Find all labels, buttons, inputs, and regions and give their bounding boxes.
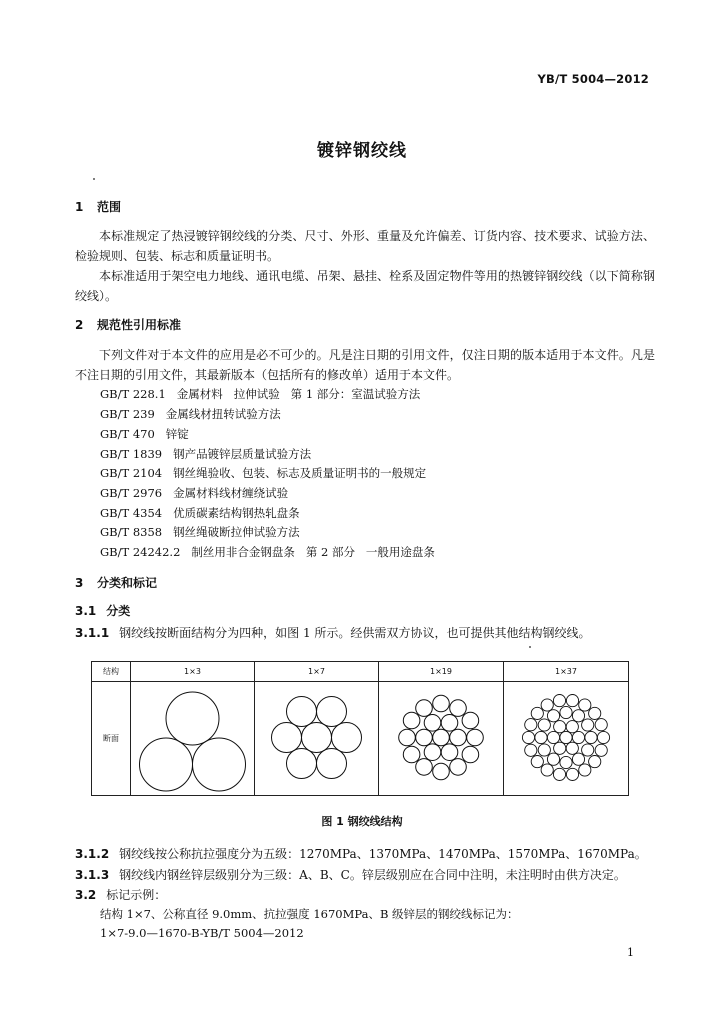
wire [553, 695, 565, 707]
subsection-title: 分类 [106, 604, 131, 618]
reference-item: GB/T 470 锌锭 [100, 427, 189, 441]
wire [553, 768, 565, 780]
wire [416, 729, 433, 746]
wire [554, 721, 566, 733]
section-title: 范围 [97, 200, 122, 214]
wire [317, 697, 347, 727]
clause-3-1-2 [75, 845, 647, 862]
clause-3-1-1 [75, 624, 590, 641]
subsection-3-2 [75, 886, 166, 903]
wire [579, 764, 591, 776]
wire [560, 731, 572, 743]
clause-number: 3.1.3 [75, 868, 110, 882]
wire [531, 707, 543, 719]
wire [535, 731, 547, 743]
clause-3-1-3 [75, 866, 626, 883]
subsection-title: 标记示例： [106, 888, 167, 902]
wire [595, 744, 607, 756]
section-1-para-1: 本标准规定了热浸镀锌钢绞线的分类、尺寸、外形、重量及允许偏差、订货内容、技术要求、试验方法、检验规则、包装、标志和质量证明书。 [75, 229, 655, 263]
wire [140, 738, 193, 791]
subsection-number: 3.2 [75, 888, 97, 902]
cross-section-1x7-drawing [255, 682, 378, 793]
standard-code: YB/T 5004—2012 [537, 72, 649, 86]
structure-label: 1×19 [379, 662, 504, 682]
wire [531, 756, 543, 768]
wire [467, 729, 484, 746]
reference-item: GB/T 2976 金属材料线材缠绕试验 [100, 486, 289, 500]
section-title: 规范性引用标准 [97, 318, 182, 332]
wire [547, 731, 559, 743]
wire-bundle-1x37 [522, 695, 609, 781]
scan-speck [93, 178, 95, 180]
wire [538, 744, 550, 756]
wire [462, 746, 479, 763]
clause-number: 3.1.1 [75, 626, 110, 640]
wire [450, 729, 467, 746]
reference-item: GB/T 239 金属线材扭转试验方法 [100, 407, 281, 421]
structure-label: 1×3 [131, 662, 255, 682]
document-title: 镀锌钢绞线 [317, 141, 407, 161]
section-number: 3 [75, 576, 84, 590]
cross-section-1x37-drawing [504, 682, 628, 793]
section-number: 2 [75, 318, 84, 332]
row-label-section: 断面 [92, 682, 131, 796]
wire [572, 710, 584, 722]
structure-label: 1×7 [255, 662, 379, 682]
wire [589, 756, 601, 768]
reference-item: GB/T 1839 钢产品镀锌层质量试验方法 [100, 447, 312, 461]
section-2-heading [75, 316, 181, 333]
wire [589, 707, 601, 719]
wire [525, 744, 537, 756]
subsection-3-1 [75, 602, 130, 619]
wire [547, 753, 559, 765]
cross-section-1x37 [504, 682, 629, 796]
wire [554, 742, 566, 754]
wire [560, 706, 572, 718]
marking-example-code: 1×7-9.0—1670-B-YB/T 5004—2012 [100, 926, 304, 940]
section-number: 1 [75, 200, 84, 214]
wire [566, 742, 578, 754]
wire [416, 759, 433, 776]
cross-section-1x7 [255, 682, 379, 796]
wire [547, 710, 559, 722]
wire [582, 719, 594, 731]
wire [566, 695, 578, 707]
clause-text: 钢绞线内钢丝锌层级别分为三级：A、B、C。锌层级别应在合同中注明，未注明时由供方决定。 [119, 868, 626, 882]
wire [566, 721, 578, 733]
wire [272, 723, 302, 753]
wire [522, 731, 534, 743]
wire [572, 753, 584, 765]
wire [287, 749, 317, 779]
wire [441, 715, 458, 732]
scan-speck [529, 646, 531, 648]
marking-example-description: 结构 1×7、公称直径 9.0mm、抗拉强度 1670MPa、B 级锌层的钢绞线标记为： [100, 907, 519, 921]
wire [585, 731, 597, 743]
reference-item: GB/T 228.1 金属材料 拉伸试验 第 1 部分：室温试验方法 [100, 387, 421, 401]
wire [287, 697, 317, 727]
wire [595, 719, 607, 731]
wire [450, 759, 467, 776]
section-1-para-2: 本标准适用于架空电力地线、通讯电缆、吊架、悬挂、栓系及固定物件等用的热镀锌钢绞线（以下简称钢绞线）。 [75, 269, 655, 303]
section-2-para-1: 下列文件对于本文件的应用是必不可少的。凡是注日期的引用文件，仅注日期的版本适用于本文件。凡是不注日期的引用文件，其最新版本（包括所有的修改单）适用于本文件。 [75, 348, 655, 382]
wire [166, 692, 219, 745]
wire [538, 719, 550, 731]
clause-text: 钢绞线按断面结构分为四种，如图 1 所示。经供需双方协议，也可提供其他结构钢绞线。 [119, 626, 591, 640]
wire [399, 729, 416, 746]
wire [332, 723, 362, 753]
clause-text: 钢绞线按公称抗拉强度分为五级：1270MPa、1370MPa、1470MPa、1570MPa、1670MPa。 [119, 847, 647, 861]
wire [579, 699, 591, 711]
wire [597, 731, 609, 743]
wire [433, 729, 450, 746]
page-number: 1 [627, 946, 634, 959]
figure-1-caption: 图 1 钢绞线结构 [321, 815, 403, 828]
wire [582, 744, 594, 756]
wire [572, 731, 584, 743]
wire [403, 712, 420, 729]
wire [441, 744, 458, 761]
wire [462, 712, 479, 729]
reference-item: GB/T 24242.2 制丝用非合金钢盘条 第 2 部分 一般用途盘条 [100, 545, 435, 559]
wire [193, 738, 246, 791]
structure-label: 1×37 [504, 662, 629, 682]
wire-bundle-1x19 [399, 695, 484, 780]
section-1-heading [75, 198, 121, 215]
row-label-structure: 结构 [92, 662, 131, 682]
wire [433, 763, 450, 780]
reference-item: GB/T 8358 钢丝绳破断拉伸试验方法 [100, 525, 300, 539]
wire [416, 700, 433, 717]
cross-section-1x3 [131, 682, 255, 796]
wire [424, 715, 441, 732]
wire [541, 764, 553, 776]
wire [525, 719, 537, 731]
reference-item: GB/T 2104 钢丝绳验收、包装、标志及质量证明书的一般规定 [100, 466, 427, 480]
subsection-number: 3.1 [75, 604, 97, 618]
wire [433, 695, 450, 712]
wire [566, 768, 578, 780]
wire [317, 749, 347, 779]
wire [541, 699, 553, 711]
wire [560, 756, 572, 768]
wire [424, 744, 441, 761]
section-title: 分类和标记 [97, 576, 158, 590]
cross-section-1x19 [379, 682, 504, 796]
section-3-heading [75, 574, 157, 591]
wire [450, 700, 467, 717]
clause-number: 3.1.2 [75, 847, 110, 861]
figure-1-table [91, 661, 629, 796]
cross-section-1x3-drawing [131, 682, 254, 793]
wire [403, 746, 420, 763]
reference-item: GB/T 4354 优质碳素结构钢热轧盘条 [100, 506, 300, 520]
wire [302, 723, 332, 753]
cross-section-1x19-drawing [379, 682, 503, 793]
